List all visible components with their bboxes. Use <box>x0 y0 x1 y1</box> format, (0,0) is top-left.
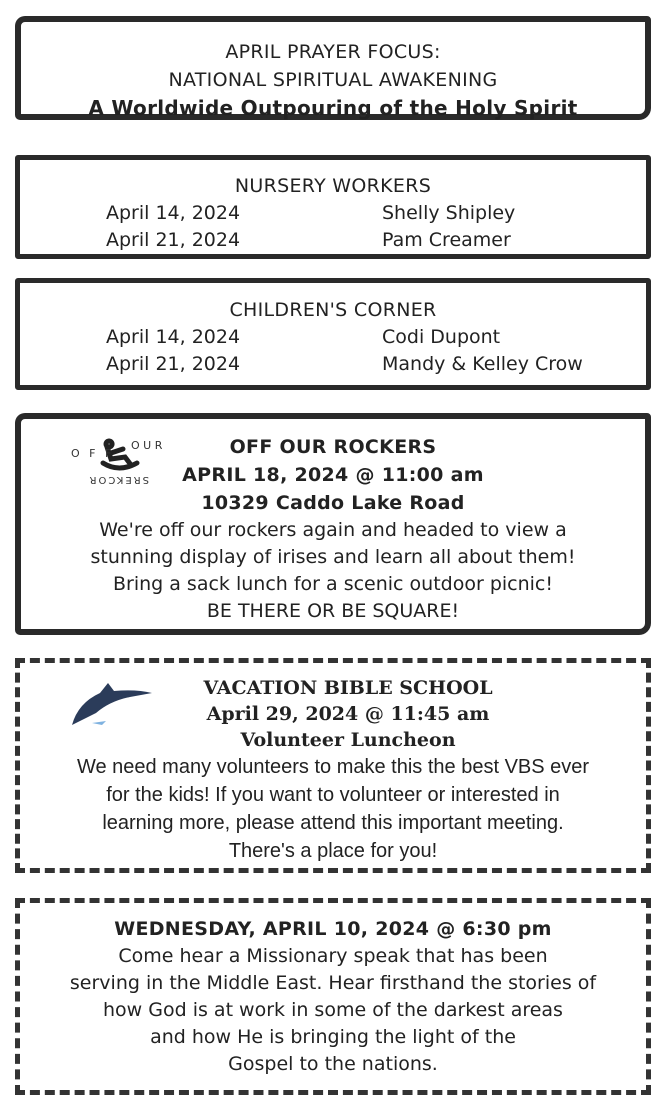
missionary-body: and how He is bringing the light of the <box>150 1026 516 1048</box>
date: April 21, 2024 <box>106 353 241 375</box>
rockers-body: We're off our rockers again and headed to view a <box>99 519 567 541</box>
childrens-corner-title: CHILDREN'S CORNER <box>229 299 437 321</box>
missionary-title: WEDNESDAY, APRIL 10, 2024 @ 6:30 pm <box>114 918 552 940</box>
rockers-body: Bring a sack lunch for a scenic outdoor picnic! <box>112 573 553 595</box>
rocking-chair-logo <box>63 433 173 503</box>
missionary-body: serving in the Middle East. Hear firsthand the stories of <box>69 972 597 994</box>
missionary-body: Gospel to the nations. <box>228 1053 438 1075</box>
rockers-title: OFF OUR ROCKERS <box>229 436 437 458</box>
name: Mandy & Kelley Crow <box>382 353 583 375</box>
nursery-box <box>15 155 651 259</box>
prayer-focus-box <box>15 16 651 120</box>
shark-icon <box>70 683 154 729</box>
vbs-body: for the kids! If you want to volunteer or interested in <box>106 784 560 806</box>
vbs-subtitle: Volunteer Luncheon <box>240 729 456 751</box>
prayer-focus-theme: NATIONAL SPIRITUAL AWAKENING <box>168 69 498 91</box>
rockers-body: stunning display of irises and learn all about them! <box>90 546 576 568</box>
name: Codi Dupont <box>382 326 501 348</box>
svg-text:O U R: O U R <box>131 439 163 452</box>
date: April 21, 2024 <box>106 229 241 251</box>
date: April 14, 2024 <box>106 202 241 224</box>
vbs-body: There's a place for you! <box>228 840 438 862</box>
date: April 14, 2024 <box>106 326 241 348</box>
prayer-focus-subtitle: A Worldwide Outpouring of the Holy Spirit <box>88 96 578 120</box>
nursery-schedule <box>20 200 646 254</box>
svg-text:SREKCOR: SREKCOR <box>87 474 149 485</box>
name: Shelly Shipley <box>382 202 516 224</box>
childrens-corner-box <box>15 278 651 390</box>
rockers-body: BE THERE OR BE SQUARE! <box>206 600 460 622</box>
prayer-focus-heading: APRIL PRAYER FOCUS: <box>225 41 441 63</box>
nursery-title: NURSERY WORKERS <box>234 175 432 197</box>
missionary-box <box>15 898 651 1095</box>
vbs-date: April 29, 2024 @ 11:45 am <box>206 703 490 725</box>
vbs-title: VACATION BIBLE SCHOOL <box>203 677 493 699</box>
svg-text:O F F: O F F <box>71 447 115 460</box>
name: Pam Creamer <box>382 229 511 251</box>
childrens-corner-schedule <box>20 324 646 378</box>
rockers-date: APRIL 18, 2024 @ 11:00 am <box>182 464 484 486</box>
rockers-address: 10329 Caddo Lake Road <box>201 492 465 514</box>
vbs-body: learning more, please attend this important meeting. <box>102 812 564 834</box>
vbs-body: We need many volunteers to make this the best VBS ever <box>76 756 590 778</box>
missionary-body: how God is at work in some of the darkest areas <box>103 999 563 1021</box>
rockers-box <box>15 413 651 635</box>
vbs-box <box>15 658 651 873</box>
missionary-body: Come hear a Missionary speak that has been <box>118 945 548 967</box>
